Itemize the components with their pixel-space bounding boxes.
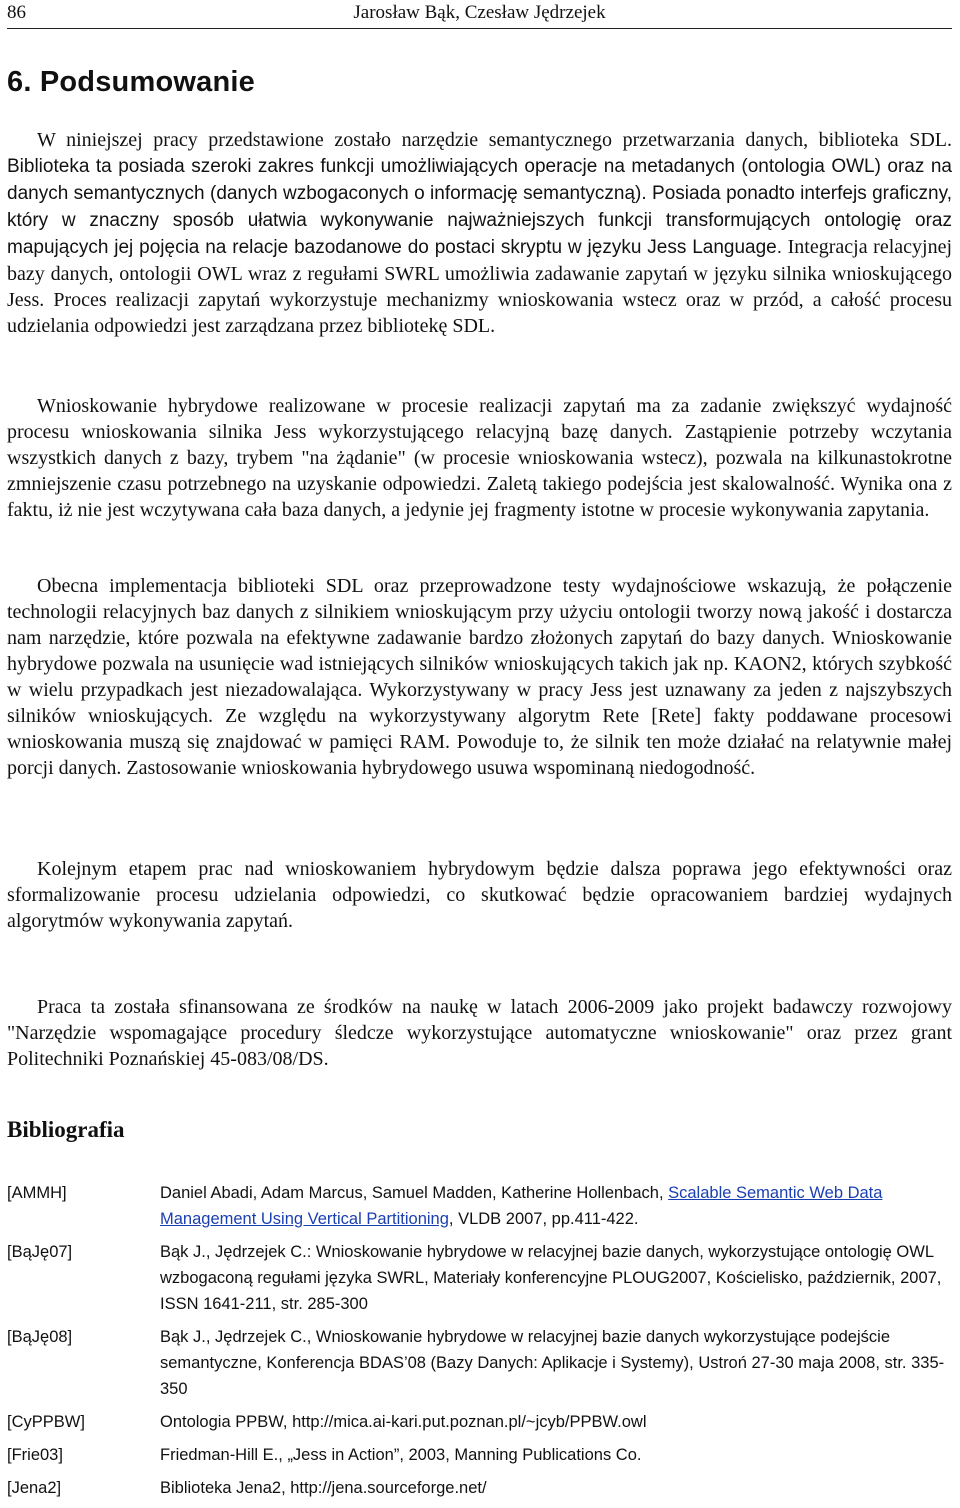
paragraph-text: Praca ta została sfinansowana ze środków na naukę w latach 2006-2009 jako projekt badawczy rozwojowy "Narzędzie wspomagające procedury śledcze wykorzystujące automatyczne wnioskowanie" oraz przez grant Politechniki Poznańskiej 45-083/08/DS.: [7, 996, 952, 1070]
bibliography-title: Bibliografia: [7, 1117, 125, 1142]
paragraph-summary-part-b: Biblioteka ta posiada szeroki zakres funkcji umożliwiających operacje na metadanych (ontologia OWL) oraz na danych semantycznych (danych wzbogaconych o informację semantyczną). Posiada ponadto interfejs graficzny, który w znaczny sposób ułatwia wykonywanie najważniejszych funkcji transformujących ontologię oraz mapujących jej pojęcia na relacje bazodanowe do postaci skryptu w języku Jess Language.: [7, 156, 952, 258]
reference-item: [7, 1409, 952, 1435]
reference-item: [7, 1442, 952, 1468]
reference-key: [Frie03]: [7, 1446, 63, 1464]
section-title: 6. Podsumowanie: [7, 66, 255, 98]
reference-text: Biblioteka Jena2, http://jena.sourceforge.net/: [160, 1479, 487, 1497]
reference-item: [7, 1475, 952, 1501]
paragraph-text: Wnioskowanie hybrydowe realizowane w procesie realizacji zapytań ma za zadanie zwiększyć wydajność procesu wnioskowania silnika Jess wykorzystującego relacyjną bazę danych. Zastąpienie potrzeby wczytania wszystkich danych z bazy, trybem "na żądanie" (w procesie wnioskowania wstecz), pozwala na kilkunastokrotne zmniejszenie czasu potrzebnego na uzyskanie odpowiedzi. Zaletą takiego podejścia jest skalowalność. Wynika ona z faktu, iż nie jest wczytywana cała baza danych, a jedynie jej fragmenty istotne w procesie wykonywania zapytania.: [7, 395, 952, 521]
paragraph-summary-part-a: W niniejszej pracy przedstawione zostało narzędzie semantycznego przetwarzania danych, biblioteka SDL.: [37, 129, 952, 151]
reference-text: Ontologia PPBW, http://mica.ai-kari.put.poznan.pl/~jcyb/PPBW.owl: [160, 1413, 647, 1431]
paragraph-funding: [7, 994, 952, 1072]
reference-key: [Jena2]: [7, 1479, 62, 1497]
reference-text: Friedman-Hill E., „Jess in Action”, 2003, Manning Publications Co.: [160, 1446, 642, 1464]
reference-link[interactable]: Scalable Semantic Web Data Management Using Vertical Partitioning: [160, 1184, 883, 1228]
reference-text: Daniel Abadi, Adam Marcus, Samuel Madden, Katherine Hollenbach,: [160, 1184, 669, 1202]
reference-key: [BąJę07]: [7, 1243, 73, 1261]
header-authors: Jarosław Bąk, Czesław Jędrzejek: [353, 2, 606, 23]
reference-item: [7, 1239, 952, 1317]
paragraph-implementation: [7, 573, 952, 781]
paragraph-future-work: [7, 856, 952, 934]
reference-text: Bąk J., Jędrzejek C.: Wnioskowanie hybrydowe w relacyjnej bazie danych, wykorzystujące ontologię OWL wzbogaconą regułami języka SWRL, Materiały konferencyjne PLOUG2007, Kościelisko, październik, 2007, ISSN 1641-211, str. 285-300: [160, 1243, 942, 1313]
paragraph-summary-part-c: Integracja relacyjnej bazy danych, ontologii OWL wraz z regułami SWRL umożliwia zadawanie zapytań w języku silnika wnioskującego Jess. Proces realizacji zapytań wykorzystuje mechanizmy wnioskowania wstecz oraz w przód, a całość procesu udzielania odpowiedzi jest zarządzana przez bibliotekę SDL.: [7, 236, 953, 337]
paragraph-text: Kolejnym etapem prac nad wnioskowaniem hybrydowym będzie dalsza poprawa jego efektywności oraz sformalizowanie procesu udzielania odpowiedzi, co skutkować będzie opracowaniem bardziej wydajnych algorytmów wykonywania zapytań.: [7, 858, 952, 932]
paragraph-hybrid-inference: [7, 393, 952, 523]
reference-key: [AMMH]: [7, 1184, 67, 1202]
reference-list: [7, 1180, 952, 1508]
reference-text-tail: , VLDB 2007, pp.411-422.: [448, 1210, 639, 1228]
reference-key: [CyPPBW]: [7, 1413, 85, 1431]
paragraph-text: Obecna implementacja biblioteki SDL oraz przeprowadzone testy wydajnościowe wskazują, że połączenie technologii relacyjnych baz danych z silnikiem wnioskującym przy użyciu ontologii tworzy nową jakość i dostarcza nam narzędzie, które pozwala na efektywne zadawanie bardzo złożonych zapytań do bazy danych. Wnioskowanie hybrydowe pozwala na usunięcie wad istniejących silników wnioskujących takich jak np. KAON2, których szybkość w wielu przypadkach jest niezadowalająca. Wykorzystywany w pracy Jess jest uznawany za jeden z najszybszych silników wnioskujących. Ze względu na wykorzystywany algorytm Rete [Rete] fakty poddawane procesowi wnioskowania muszą się znajdować w pamięci RAM. Powoduje to, że silnik ten może działać na relatywnie małej porcji danych. Zastosowanie wnioskowania hybrydowego usuwa wspominaną niedogodność.: [7, 575, 952, 779]
reference-text: Bąk J., Jędrzejek C., Wnioskowanie hybrydowe w relacyjnej bazie danych wykorzystujące podejście semantyczne, Konferencja BDAS’08 (Bazy Danych: Aplikacje i Systemy), Ustroń 27-30 maja 2008, str. 335-350: [160, 1328, 945, 1398]
running-header: [7, 2, 952, 29]
reference-item: [7, 1180, 952, 1232]
reference-key: [BąJę08]: [7, 1328, 73, 1346]
reference-item: [7, 1324, 952, 1402]
page-number: 86: [7, 2, 26, 23]
paragraph-summary: [7, 127, 952, 339]
